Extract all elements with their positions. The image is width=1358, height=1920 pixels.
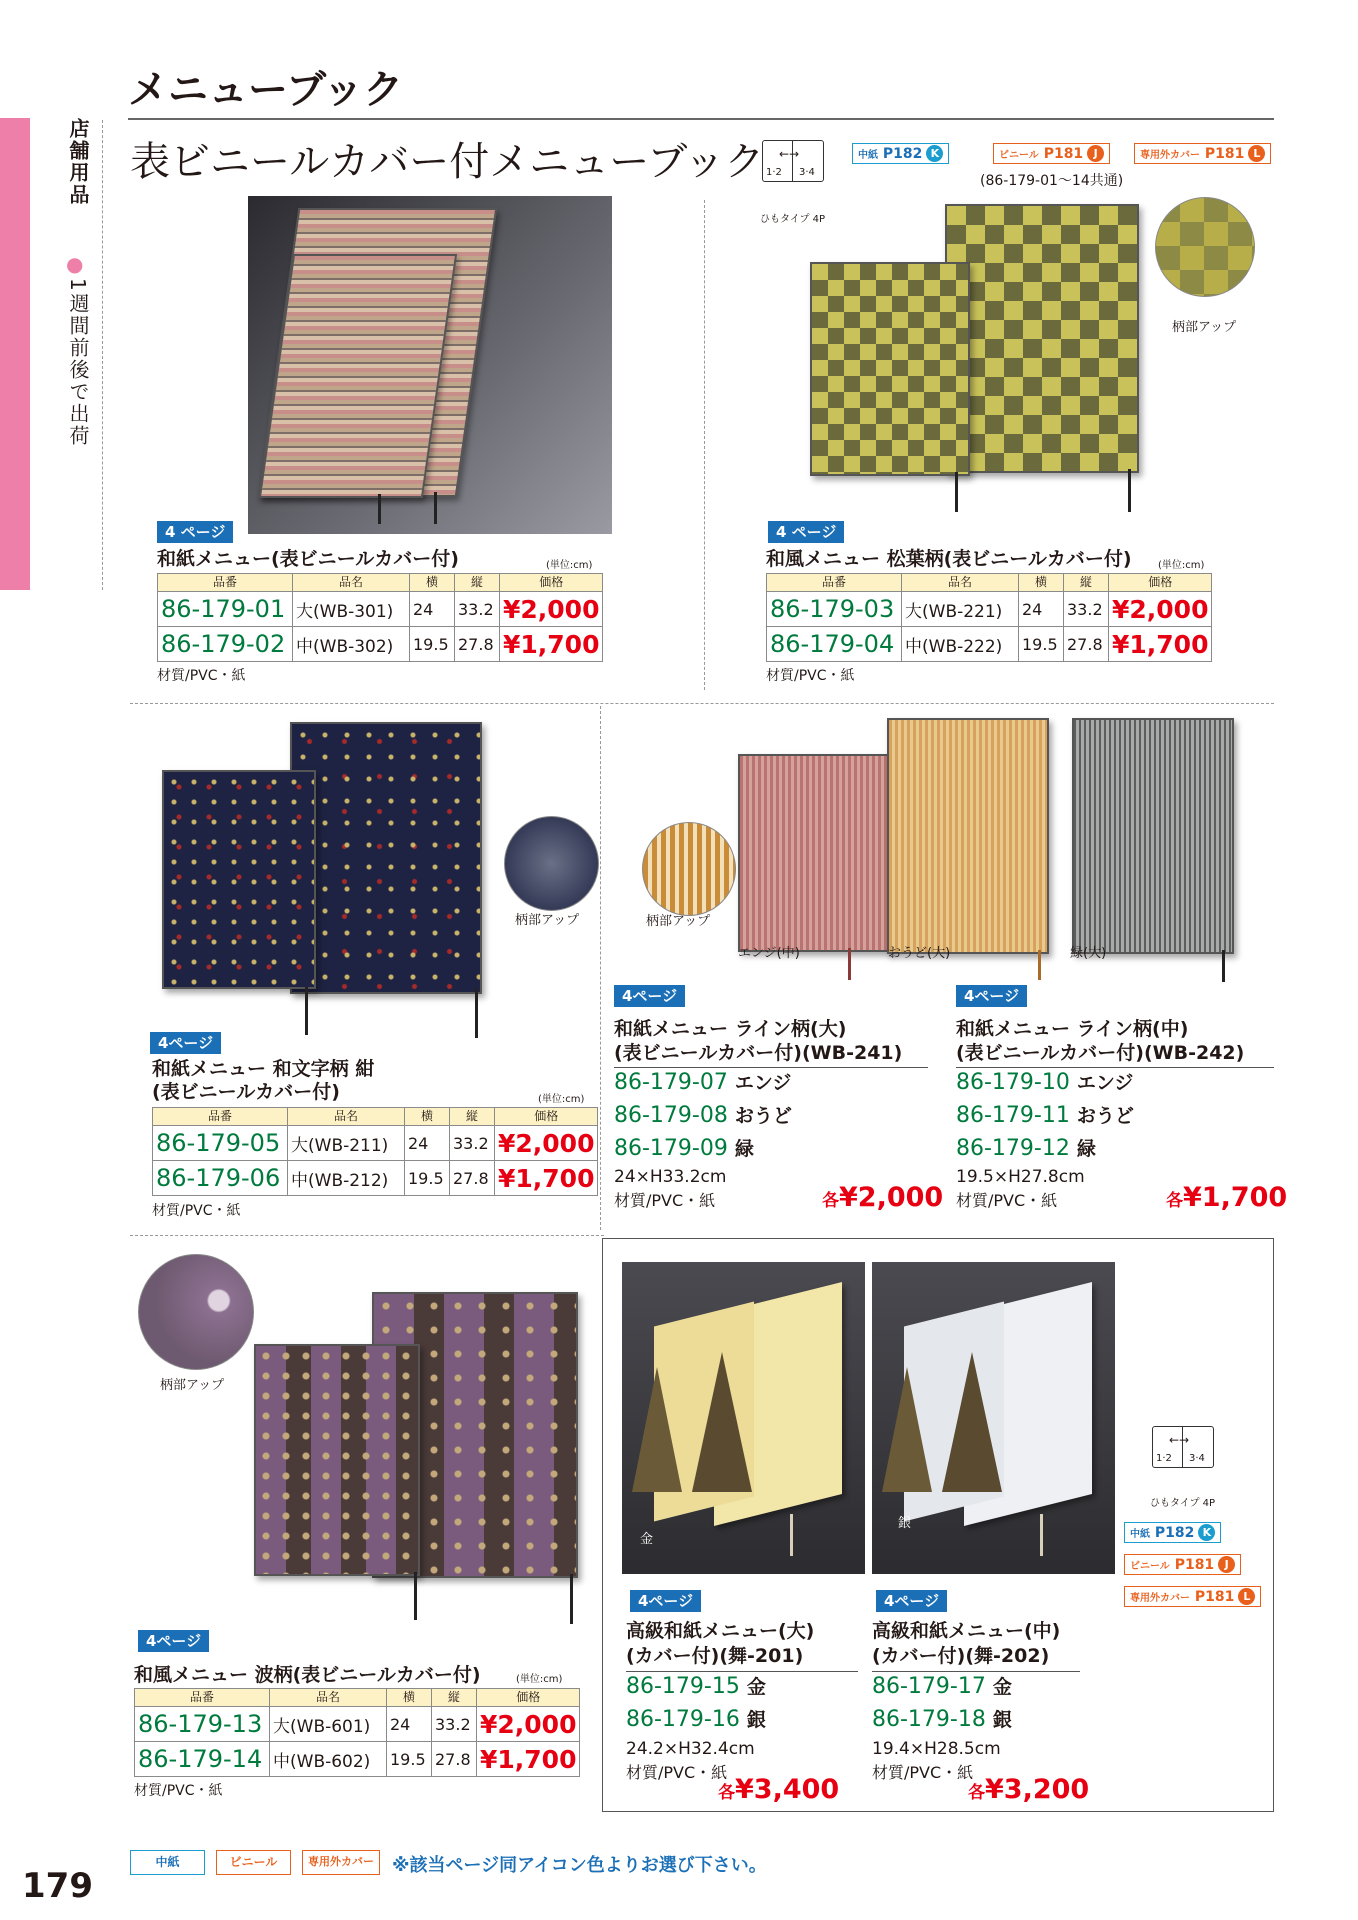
code-line-07: 86-179-07 エンジ: [614, 1070, 792, 1095]
product5-spec-table: 品番 品名 横 縦 価格 86-179-13 大(WB-601) 24 33.2 ¥2,000 86-179-14 中(WB-602) 19.5 27.8 ¥1,700: [134, 1688, 580, 1777]
common-note: (86-179-01～14共通): [980, 173, 1124, 189]
pattern-closeup-nami: [138, 1254, 254, 1370]
product4a-price: 各¥2,000: [822, 1182, 944, 1213]
product6b-size: 19.4×H28.5cm: [872, 1739, 1001, 1759]
unit-label-2: (単位:cm): [1158, 560, 1205, 571]
section-title: 表ビニールカバー付メニューブック: [130, 139, 765, 185]
tag-cover-2[interactable]: 専用外カバー P181 L: [1124, 1586, 1261, 1607]
product6a-title-1: 高級和紙メニュー(大): [626, 1620, 815, 1642]
product4a-title-1: 和紙メニュー ライン柄(大): [614, 1018, 847, 1040]
table-row: 86-179-02 中(WB-302) 19.5 27.8 ¥1,700: [158, 627, 603, 662]
closeup-caption-4: 柄部アップ: [646, 914, 711, 929]
product-photo-midori: [1072, 718, 1234, 954]
pattern-closeup-matsuba: [1155, 197, 1255, 297]
tag-vinyl-2[interactable]: ビニール P181 J: [1124, 1554, 1241, 1575]
opener-caption-2: ひもタイプ 4P: [1150, 1498, 1216, 1509]
shipping-label: 1週間前後で出荷: [66, 278, 90, 447]
product6b-price: 各¥3,200: [968, 1774, 1090, 1805]
code-line-17: 86-179-17 金: [872, 1674, 1012, 1699]
category-sidebar: [0, 118, 30, 590]
title-rule: [128, 118, 1274, 120]
product3-title-1: 和紙メニュー 和文字柄 紺: [152, 1058, 375, 1080]
divider-h2: [130, 1235, 604, 1236]
closeup-caption-2: 柄部アップ: [1172, 320, 1237, 335]
product-photo-silver: 銀: [872, 1262, 1115, 1574]
code-line-09: 86-179-09 緑: [614, 1136, 754, 1161]
table-row: 86-179-05 大(WB-211) 24 33.2 ¥2,000: [153, 1126, 598, 1161]
tag-naka-2[interactable]: 中紙 P182 K: [1124, 1522, 1221, 1543]
product1-title: 和紙メニュー(表ビニールカバー付): [157, 548, 459, 570]
pattern-closeup-line: [642, 822, 736, 916]
table-row: 86-179-13 大(WB-601) 24 33.2 ¥2,000: [135, 1707, 580, 1742]
table-row: 86-179-03 大(WB-221) 24 33.2 ¥2,000: [767, 592, 1212, 627]
closeup-caption-5: 柄部アップ: [160, 1378, 225, 1393]
bullet-icon: ●: [66, 252, 84, 276]
product6b-material: 材質/PVC・紙: [872, 1763, 974, 1782]
page-title: メニューブック: [128, 66, 404, 113]
page-badge-6a: 4ページ: [630, 1590, 701, 1612]
variant-label-midori: 緑(大): [1070, 946, 1107, 961]
product6a-title-2: (カバー付)(舞-201): [626, 1645, 804, 1667]
product6a-size: 24.2×H32.4cm: [626, 1739, 755, 1759]
tag-naka[interactable]: 中紙 P182 K: [852, 143, 949, 164]
product6a-price: 各¥3,400: [718, 1774, 840, 1805]
divider-v1: [704, 200, 705, 690]
unit-label-3: (単位:cm): [538, 1094, 585, 1105]
product-photo-oudo: [887, 718, 1049, 954]
product4b-size: 19.5×H27.8cm: [956, 1167, 1085, 1187]
page-badge-4a: 4ページ: [614, 985, 685, 1007]
product2-spec-table: 品番 品名 横 縦 価格 86-179-03 大(WB-221) 24 33.2 ¥2,000 86-179-04 中(WB-222) 19.5 27.8 ¥1,700: [766, 573, 1212, 662]
product4b-price: 各¥1,700: [1166, 1182, 1288, 1213]
product-photo-gold: 金: [622, 1262, 865, 1574]
legend-vinyl: ビニール: [216, 1850, 291, 1875]
product4a-size: 24×H33.2cm: [614, 1167, 727, 1187]
page-badge-6b: 4ページ: [876, 1590, 947, 1612]
product4b-title-1: 和紙メニュー ライン柄(中): [956, 1018, 1189, 1040]
code-line-10: 86-179-10 エンジ: [956, 1070, 1134, 1095]
product1-material: 材質/PVC・紙: [157, 668, 246, 684]
table-row: 86-179-01 大(WB-301) 24 33.2 ¥2,000: [158, 592, 603, 627]
category-label: 店舗用品: [66, 118, 90, 206]
tag-vinyl[interactable]: ビニール P181 J: [993, 143, 1110, 164]
product-photo-wb-212: [162, 770, 316, 989]
pattern-closeup-wamoji: [504, 816, 599, 911]
tag-cover[interactable]: 専用外カバー P181 L: [1134, 143, 1271, 164]
page-badge-5: 4ページ: [138, 1630, 209, 1652]
product3-spec-table: 品番 品名 横 縦 価格 86-179-05 大(WB-211) 24 33.2 ¥2,000 86-179-06 中(WB-212) 19.5 27.8 ¥1,700: [152, 1107, 598, 1196]
footer-note: ※該当ページ同アイコン色よりお選び下さい。: [392, 1855, 767, 1876]
open-book-icon-2: ←→ 1·2 3·4: [1152, 1426, 1214, 1468]
code-line-08: 86-179-08 おうど: [614, 1103, 792, 1128]
product6b-title-1: 高級和紙メニュー(中): [872, 1620, 1061, 1642]
product-photo-wb-221: [945, 204, 1139, 473]
product2-title: 和風メニュー 松葉柄(表ビニールカバー付): [766, 548, 1132, 570]
product-photo-wb-222: [810, 262, 970, 476]
product4b-material: 材質/PVC・紙: [956, 1191, 1058, 1210]
table-row: 86-179-06 中(WB-212) 19.5 27.8 ¥1,700: [153, 1161, 598, 1196]
table-row: 86-179-14 中(WB-602) 19.5 27.8 ¥1,700: [135, 1742, 580, 1777]
product-photo-wb-602: [254, 1344, 420, 1576]
code-line-15: 86-179-15 金: [626, 1674, 766, 1699]
code-line-12: 86-179-12 緑: [956, 1136, 1096, 1161]
code-line-18: 86-179-18 銀: [872, 1707, 1012, 1732]
product6b-title-2: (カバー付)(舞-202): [872, 1645, 1050, 1667]
divider-h1: [130, 703, 1274, 704]
legend-cover: 専用外カバー: [302, 1850, 380, 1875]
page-badge-3: 4ページ: [150, 1032, 221, 1054]
open-book-icon: ←→ 1·2 3·4: [762, 140, 824, 182]
opener-caption: ひもタイプ 4P: [760, 214, 826, 225]
closeup-caption-3: 柄部アップ: [515, 913, 580, 928]
table-row: 86-179-04 中(WB-222) 19.5 27.8 ¥1,700: [767, 627, 1212, 662]
variant-label-oudo: おうど(大): [888, 946, 951, 961]
product5-material: 材質/PVC・紙: [134, 1783, 223, 1799]
unit-label-5: (単位:cm): [516, 1674, 563, 1685]
variant-label-enji: エンジ(中): [738, 946, 800, 961]
divider-v2: [600, 706, 601, 1230]
page-number: 179: [22, 1866, 93, 1906]
page-badge-4b: 4ページ: [956, 985, 1027, 1007]
product4b-title-2: (表ビニールカバー付)(WB-242): [956, 1042, 1245, 1064]
page-badge-1: 4 ページ: [157, 521, 233, 543]
product3-material: 材質/PVC・紙: [152, 1203, 241, 1219]
legend-naka: 中紙: [130, 1850, 205, 1875]
product1-spec-table: 品番 品名 横 縦 価格 86-179-01 大(WB-301) 24 33.2 ¥2,000 86-179-02 中(WB-302) 19.5 27.8 ¥1,700: [157, 573, 603, 662]
product4a-title-2: (表ビニールカバー付)(WB-241): [614, 1042, 903, 1064]
product-photo-wb-211: [290, 722, 482, 994]
product6a-material: 材質/PVC・紙: [626, 1763, 728, 1782]
sidebar-divider: [102, 120, 103, 590]
code-line-11: 86-179-11 おうど: [956, 1103, 1134, 1128]
product3-title-2: (表ビニールカバー付): [152, 1081, 340, 1103]
code-line-16: 86-179-16 銀: [626, 1707, 766, 1732]
page-badge-2: 4 ページ: [768, 521, 844, 543]
product-photo-wb-301: [248, 196, 612, 534]
unit-label-1: (単位:cm): [546, 560, 593, 571]
product2-material: 材質/PVC・紙: [766, 668, 855, 684]
product-photo-enji: [738, 754, 892, 952]
product5-title: 和風メニュー 波柄(表ビニールカバー付): [134, 1664, 481, 1686]
product4a-material: 材質/PVC・紙: [614, 1191, 716, 1210]
